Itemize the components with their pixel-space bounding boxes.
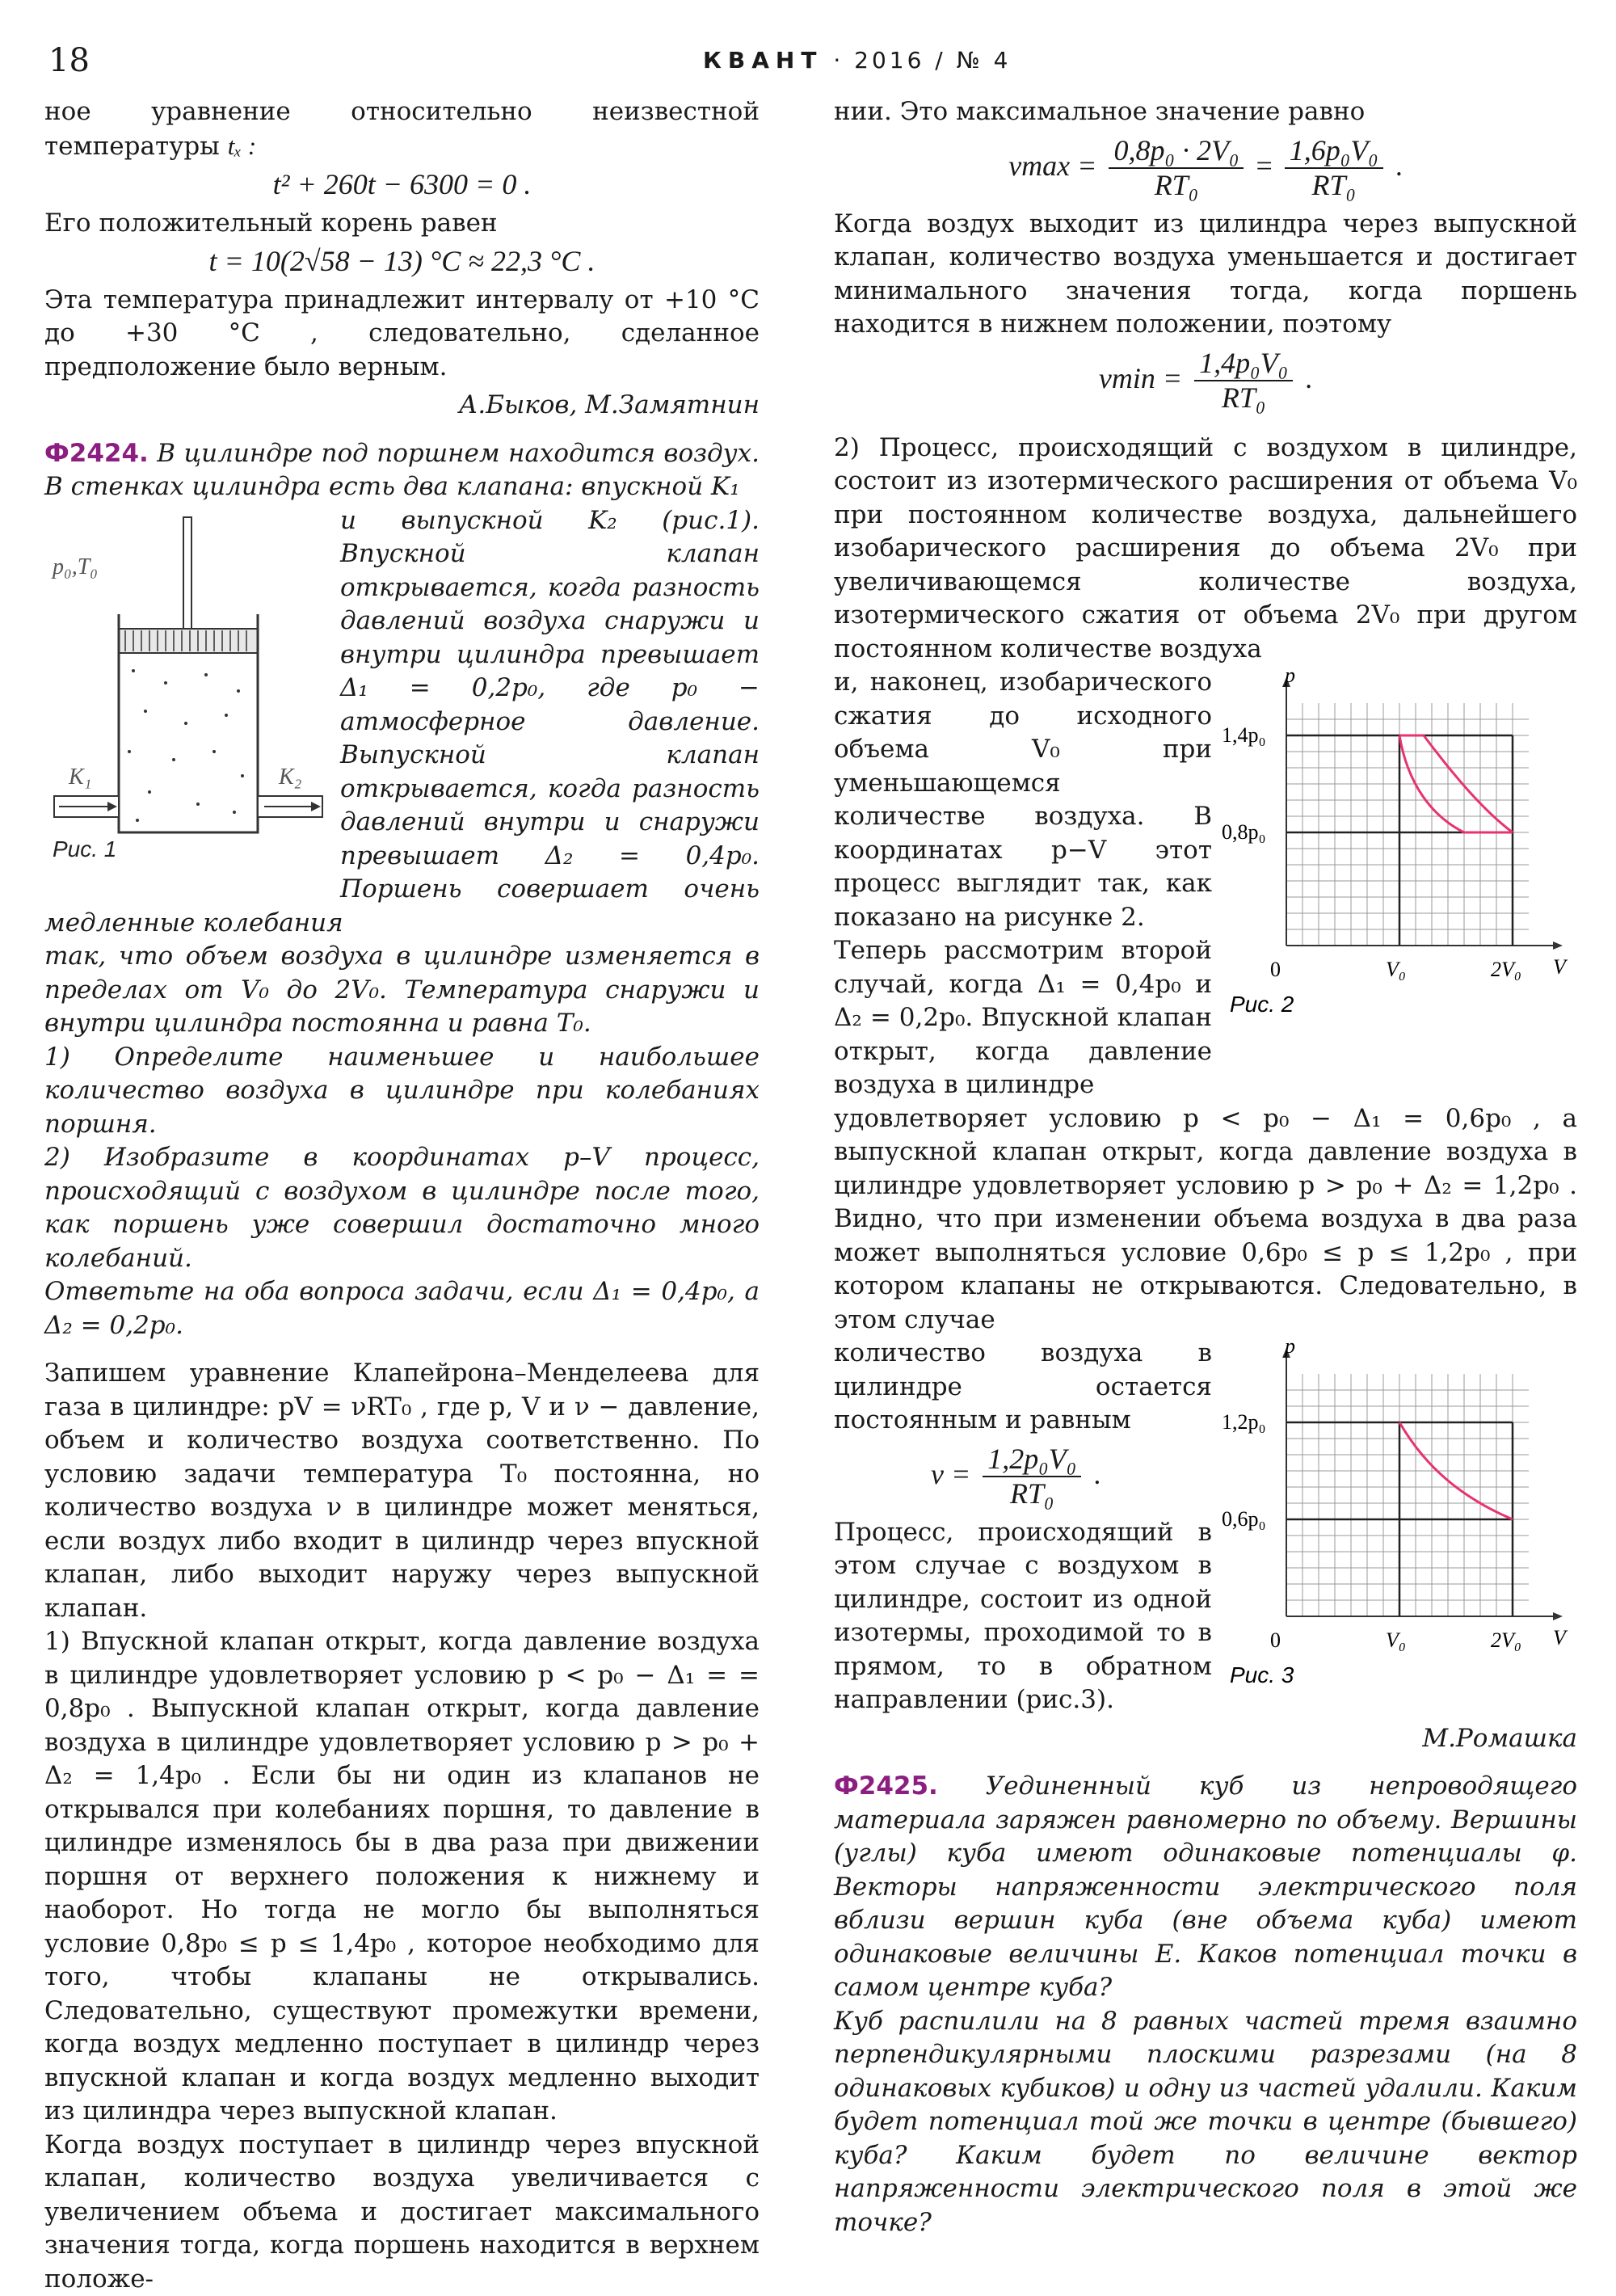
tick-V0: V₀ [1386, 1628, 1406, 1652]
problem-f2424-float-text: и выпускной K₂ (рис.1). Впускной клапан открывается, когда разность давлений воздуха снаружи и внутри цилиндра превышает Δ₁ = 0,2p₀, где p₀ − атмосферное давление. Выпускной клапан открывается, когда разность давлений внутри и снаружи превышает Δ₂ = 0,4p₀. Поршень совершает очень медленные колебания [44, 504, 760, 941]
problem-f2425-part2: Куб распилили на 8 равных частей тремя взаимно перпендикулярными плоскими разрезами (на 8 одинаковых кубиков) и одну из частей удалили. Каким будет потенциал той же точки в центре (бывшего) куба? Каким будет по величине вектор напряженности электрического поля в этой же точке? [834, 2005, 1577, 2240]
question-3: Ответьте на оба вопроса задачи, если Δ₁ = 0,4p₀, а Δ₂ = 0,2p₀. [44, 1275, 760, 1342]
page-number: 18 [48, 42, 90, 79]
tick-2V0: 2V₀ [1491, 958, 1521, 981]
equation-nu-max: νmax = $\frac{\text{0,8p₀ · 2V₀}}{\text{RT₀}}$ = $\frac{\text{1,6p₀V₀}}{\text{RT₀}}$ . [834, 134, 1577, 203]
page-header [40, 34, 1576, 91]
tick-low: 0,8p₀ [1222, 820, 1266, 844]
problem-f2424-intro: Ф2424. В цилиндре под поршнем находится воздух. В стенках цилиндра есть два клапана: впускной K₁ [44, 437, 760, 504]
solution-paragraph: Запишем уравнение Клапейрона–Менделеева для газа в цилиндре: pV = νRT₀ , где p, V и ν − давление, объем и количество воздуха соответственно. По условию задачи температура T₀ постоянна, но количество воздуха ν в цилиндре может меняться, если воздух либо входит в цилиндр через впускной клапан, либо выходит наружу через выпускной клапан. [44, 1357, 760, 1625]
question-1: 1) Определите наименьшее и наибольшее количество воздуха в цилиндре при колебаниях поршня. [44, 1041, 760, 1142]
label-K1: K₁ [68, 765, 91, 790]
running-head [703, 47, 1011, 74]
tick-high: 1,4p₀ [1222, 723, 1266, 747]
paragraph: Когда воздух выходит из цилиндра через выпускной клапан, количество воздуха уменьшается и достигает минимального значения тогда, когда поршень находится в нижнем положении, поэтому [834, 208, 1577, 342]
cylinder-diagram [44, 509, 327, 865]
origin-label: 0 [1270, 1628, 1281, 1652]
paragraph: удовлетворяет условию p < p₀ − Δ₁ = 0,6p₀ , а выпускной клапан открыт, когда давление воздуха в цилиндре удовлетворяет условию p > p₀ + Δ₂ = 1,2p₀ . Видно, что при изменении объема воздуха в два раза может выполняться условие 0,6p₀ ≤ p ≤ 1,2p₀ , при котором клапаны не открываются. Следовательно, в этом случае [834, 1102, 1577, 1338]
equation-root: t = 10(2√58 − 13) °C ≈ 22,3 °C . [44, 245, 760, 279]
axis-label-V: V [1553, 955, 1568, 979]
tick-low: 0,6p₀ [1222, 1507, 1266, 1531]
figure-1 [44, 509, 327, 874]
solution-paragraph: 1) Впускной клапан открыт, когда давление воздуха в цилиндре удовлетворяет условию p < p₀ − Δ₁ = = 0,8p₀ . Выпускной клапан открыт, когда давление воздуха в цилиндре удовлетворяет условию p > p₀ + Δ₂ = 1,4p₀ . Если бы ни один из клапанов не открывался при колебаниях поршня, то давление в цилиндре изменялось бы в два раза при движении поршня от верхнего положения к нижнему и наоборот. Но тогда не могло бы выполняться условие 0,8p₀ ≤ p ≤ 1,4p₀ , которое необходимо для того, чтобы клапаны не открывались. Следовательно, существуют промежутки времени, когда воздух медленно поступает в цилиндр через впускной клапан и когда воздух медленно выходит из цилиндра через выпускной клапан. [44, 1625, 760, 2129]
question-2: 2) Изобразите в координатах p–V процесс, происходящий с воздухом в цилиндре после того, как поршень уже совершил достаточно много колебаний. [44, 1141, 760, 1275]
label-p0-T0: p₀,T₀ [51, 554, 98, 579]
paragraph: ное уравнение относительно неизвестной температуры tₓ : [44, 95, 760, 163]
paragraph: Эта температура принадлежит интервалу от +10 °C до +30 °C , следовательно, сделанное предположение было верным. [44, 284, 760, 385]
paragraph: количество воздуха в цилиндре остается постоянным и равным [834, 1337, 1577, 1438]
tick-high: 1,2p₀ [1222, 1410, 1266, 1434]
paragraph: Процесс, происходящий в этом случае с воздухом в цилиндре, состоит из одной изотермы, проходимой то в прямом, то в обратном направлении (рис.3). [834, 1516, 1577, 1717]
journal-issue: · 2016 / № 4 [833, 47, 1011, 74]
grid [1286, 703, 1529, 946]
paragraph: 2) Процесс, происходящий с воздухом в цилиндре, состоит из изотермического расширения от объема V₀ при постоянном количестве воздуха, дальнейшего изобарического расширения до объема 2V₀ при увеличивающемся количестве воздуха, изотермического сжатия от объема 2V₀ при другом постоянном количестве воздуха [834, 432, 1577, 667]
equation-nu-min: νmin = $\frac{\text{1,4p₀V₀}}{\text{RT₀}}$ . [834, 347, 1577, 415]
paragraph: нии. Это максимальное значение равно [834, 95, 1577, 129]
figure-3 [1222, 1342, 1577, 1707]
figure-caption: Рис. 1 [53, 836, 116, 862]
author-signature: А.Быков, М.Замятнин [44, 389, 760, 423]
paragraph: Теперь рассмотрим второй случай, когда Δ₁ = 0,4p₀ и Δ₂ = 0,2p₀. Впускной клапан открыт, когда давление воздуха в цилиндре [834, 934, 1577, 1102]
tick-V0: V₀ [1386, 958, 1406, 981]
journal-name: КВАНТ [703, 47, 823, 74]
left-column [44, 95, 760, 2296]
paragraph: и, наконец, изобарического сжатия до исходного объема V₀ при уменьшающемся количестве воздуха. В координатах p−V этот процесс выглядит так, как показано на рисунке 2. [834, 666, 1577, 934]
origin-label: 0 [1270, 958, 1281, 981]
grid [1286, 1374, 1529, 1616]
solution-paragraph: Когда воздух поступает в цилиндр через впускной клапан, количество воздуха увеличивается с увеличением объема и достигает максимального значения тогда, когда поршень находится в верхнем положе- [44, 2129, 760, 2296]
right-column [834, 95, 1577, 2239]
paragraph: Его положительный корень равен [44, 207, 760, 241]
tick-2V0: 2V₀ [1491, 1628, 1521, 1652]
pv-chart-fig3 [1222, 1342, 1577, 1697]
problem-id: Ф2425. [834, 1772, 938, 1801]
axis-label-p: p [1283, 1342, 1295, 1358]
axis-label-p: p [1283, 671, 1295, 687]
axis-label-V: V [1553, 1626, 1568, 1649]
problem-f2425: Ф2425. Уединенный куб из непроводящего материала заряжен равномерно по объему. Вершины (углы) куба имеют одинаковые потенциалы φ. Векторы напряженности электрического поля вблизи вершин куба (вне объема куба) имеют одинаковые величины E. Каков потенциал точки в самом центре куба? [834, 1770, 1577, 2005]
pv-chart-fig2 [1222, 671, 1577, 1026]
figure-caption: Рис. 3 [1230, 1662, 1294, 1687]
figure-caption: Рис. 2 [1230, 992, 1294, 1017]
problem-id: Ф2424. [44, 439, 149, 468]
problem-f2424-rest: так, что объем воздуха в цилиндре изменяется в пределах от V₀ до 2V₀. Температура снаружи и внутри цилиндра постоянна и равна T₀. [44, 940, 760, 1041]
equation-quadratic: t² + 260t − 6300 = 0 . [44, 168, 760, 202]
equation-nu: ν = $\frac{\text{1,2p₀V₀}}{\text{RT₀}}$ . [931, 1443, 1577, 1511]
figure-2 [1222, 671, 1577, 1036]
author-signature: М.Ромашка [834, 1722, 1577, 1756]
label-K2: K₂ [278, 765, 302, 790]
